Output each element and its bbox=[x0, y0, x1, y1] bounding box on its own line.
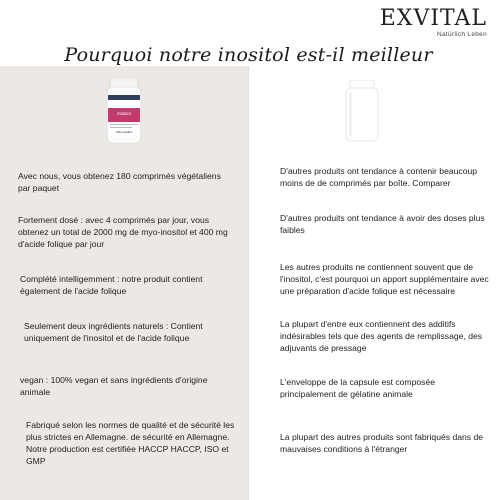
others-point-4: La plupart d'entre eux contiennent des additifs indésirables tels que des agents de remplissage, des adjuvants de pressage bbox=[280, 319, 483, 353]
product-label-name: Inositol bbox=[117, 111, 131, 116]
brand-tagline: Natürlich Leben bbox=[436, 31, 487, 38]
other-products-column bbox=[249, 66, 497, 500]
page-title: Pourquoi notre inositol est-il meilleur bbox=[64, 44, 433, 66]
ours-point-6: Fabriqué selon les normes de qualité et de sécurité les plus strictes en Allemagne. de sécurité en Allemagne. Notre production est certifiée HACCP HACCP, ISO et GMP bbox=[26, 420, 235, 466]
ours-point-4: Seulement deux ingrédients naturels : Contient uniquement de l'inositol et de l'acide folique bbox=[24, 321, 203, 343]
our-product-column bbox=[0, 66, 248, 500]
product-label-count: 180 pastilles bbox=[115, 130, 133, 134]
generic-bottle-image bbox=[343, 80, 381, 142]
brand-logo bbox=[380, 8, 487, 38]
others-point-3: Les autres produits ne contiennent souvent que de l'inositol, c'est pourquoi un apport supplémentaire avec une préparation d'acide folique est nécessaire bbox=[280, 262, 489, 296]
others-point-6: La plupart des autres produits sont fabriqués dans de mauvaises conditions à l'étranger bbox=[280, 432, 484, 454]
ours-point-3: Complété intelligemment : notre produit contient également de l'acide folique bbox=[20, 274, 203, 296]
ours-point-5: vegan : 100% vegan et sans ingrédients d'origine animale bbox=[20, 375, 208, 397]
brand-name: EXVITAL bbox=[379, 6, 487, 31]
others-point-2: D'autres produits ont tendance à avoir des doses plus faibles bbox=[280, 213, 485, 235]
product-bottle-image bbox=[104, 78, 144, 144]
ours-point-1: Avec nous, vous obtenez 180 comprimés végétaliens par paquet bbox=[18, 171, 221, 193]
others-point-1: D'autres produits ont tendance à contenir beaucoup moins de de comprimés par boîte. Comparer bbox=[280, 166, 478, 188]
others-point-5: L'enveloppe de la capsule est composée principalement de gélatine animale bbox=[280, 377, 436, 399]
ours-point-2: Fortement dosé : avec 4 comprimés par jour, vous obtenez un total de 2000 mg de myo-inositol et 400 mg d'acide folique par jour bbox=[18, 215, 228, 249]
